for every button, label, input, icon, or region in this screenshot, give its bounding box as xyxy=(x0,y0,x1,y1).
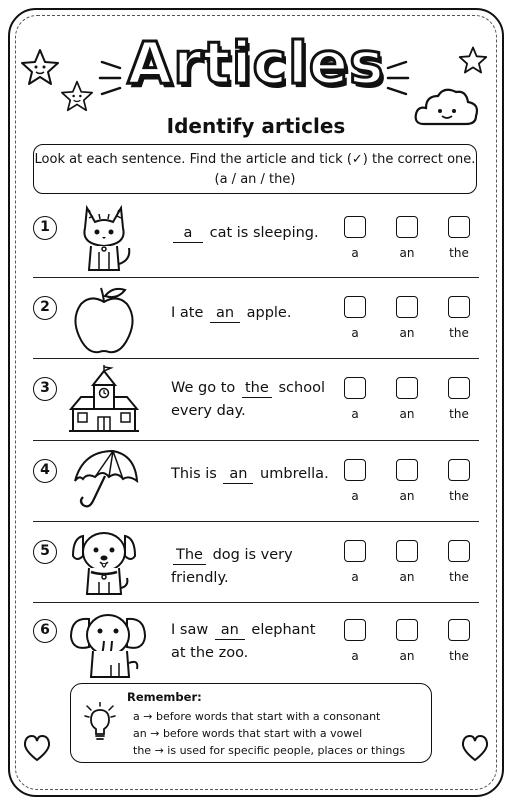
answer-blank: the xyxy=(242,380,272,398)
choice-label: an xyxy=(399,407,415,421)
checkbox[interactable] xyxy=(396,619,418,641)
question-number: 5 xyxy=(33,540,57,564)
rule-text: before words that start with a vowel xyxy=(162,727,363,740)
row-divider xyxy=(33,277,479,278)
question-row-4 xyxy=(33,443,479,523)
question-sentence xyxy=(171,377,341,423)
choice-label: the xyxy=(449,407,469,421)
page-subtitle: Identify articles xyxy=(166,114,346,138)
dog-icon xyxy=(69,526,139,600)
remember-box xyxy=(70,683,432,763)
sentence-before: We go to xyxy=(171,380,236,396)
choice-label: the xyxy=(449,489,469,503)
checkbox[interactable] xyxy=(344,377,366,399)
checkbox[interactable] xyxy=(448,619,470,641)
checkbox[interactable] xyxy=(448,377,470,399)
lightbulb-icon xyxy=(83,702,117,742)
umbrella-icon xyxy=(69,445,139,519)
choice-label: a xyxy=(351,407,359,421)
sentence-after: umbrella. xyxy=(260,466,329,482)
cat-icon xyxy=(69,200,139,274)
choice-the[interactable] xyxy=(439,377,479,421)
question-number: 3 xyxy=(33,377,57,401)
checkbox[interactable] xyxy=(344,540,366,562)
answer-blank: The xyxy=(173,547,206,565)
question-number: 2 xyxy=(33,296,57,320)
choice-label: an xyxy=(399,649,415,663)
question-number: 1 xyxy=(33,216,57,240)
choice-label: a xyxy=(351,489,359,503)
sentence-after: cat is sleeping. xyxy=(209,225,319,241)
question-number: 6 xyxy=(33,619,57,643)
choice-a[interactable] xyxy=(335,377,375,421)
choice-the[interactable] xyxy=(439,459,479,503)
sentence-before: I saw xyxy=(171,622,209,638)
checkbox[interactable] xyxy=(344,216,366,238)
sentence-after: elephant xyxy=(251,622,316,638)
checkbox[interactable] xyxy=(344,296,366,318)
choice-a[interactable] xyxy=(335,216,375,260)
choice-label: an xyxy=(399,326,415,340)
choice-label: an xyxy=(399,570,415,584)
rule-text: before words that start with a consonant xyxy=(155,710,381,723)
sentence-after: apple. xyxy=(246,305,292,321)
row-divider xyxy=(33,521,479,522)
question-row-3 xyxy=(33,361,479,441)
choice-label: a xyxy=(351,570,359,584)
instructions-line2: (a / an / the) xyxy=(214,172,296,187)
sentence-after: school xyxy=(278,380,325,396)
question-row-2 xyxy=(33,280,479,360)
answer-blank: an xyxy=(223,466,253,484)
answer-blank: an xyxy=(215,622,245,640)
choice-label: the xyxy=(449,246,469,260)
checkbox[interactable] xyxy=(396,540,418,562)
choice-a[interactable] xyxy=(335,459,375,503)
choice-label: the xyxy=(449,326,469,340)
question-row-5 xyxy=(33,524,479,604)
choice-an[interactable] xyxy=(387,540,427,584)
checkbox[interactable] xyxy=(396,296,418,318)
rule-article: the xyxy=(133,744,152,757)
rule-a xyxy=(133,710,380,723)
choice-the[interactable] xyxy=(439,540,479,584)
choice-label: an xyxy=(399,246,415,260)
choice-label: the xyxy=(449,570,469,584)
sentence-line2: every day. xyxy=(171,403,246,419)
row-divider xyxy=(33,358,479,359)
arrow-icon: → xyxy=(154,744,164,757)
rule-article: a xyxy=(133,710,140,723)
choice-the[interactable] xyxy=(439,216,479,260)
choice-label: a xyxy=(351,246,359,260)
checkbox[interactable] xyxy=(344,459,366,481)
checkbox[interactable] xyxy=(448,216,470,238)
question-number: 4 xyxy=(33,459,57,483)
choice-an[interactable] xyxy=(387,377,427,421)
question-sentence xyxy=(171,302,341,325)
choice-an[interactable] xyxy=(387,459,427,503)
school-icon xyxy=(69,363,139,437)
row-divider xyxy=(33,602,479,603)
sentence-before: I ate xyxy=(171,305,204,321)
rule-the xyxy=(133,744,405,757)
sentence-after: dog is very friendly. xyxy=(171,547,293,586)
heart-icon xyxy=(22,734,52,762)
question-row-1 xyxy=(33,198,479,278)
heart-icon xyxy=(460,734,490,762)
apple-icon xyxy=(69,284,139,358)
question-sentence xyxy=(171,619,341,665)
answer-blank: an xyxy=(210,305,240,323)
checkbox[interactable] xyxy=(396,459,418,481)
checkbox[interactable] xyxy=(448,459,470,481)
choice-the[interactable] xyxy=(439,296,479,340)
choice-label: the xyxy=(449,649,469,663)
checkbox[interactable] xyxy=(396,377,418,399)
choice-the[interactable] xyxy=(439,619,479,663)
sentence-line2: at the zoo. xyxy=(171,645,249,661)
rule-text: is used for specific people, places or things xyxy=(167,744,406,757)
arrow-icon: → xyxy=(150,727,160,740)
row-divider xyxy=(33,440,479,441)
choice-an[interactable] xyxy=(387,619,427,663)
choice-a[interactable] xyxy=(335,296,375,340)
sentence-before: This is xyxy=(171,466,217,482)
remember-title: Remember: xyxy=(127,690,202,704)
choice-an[interactable] xyxy=(387,296,427,340)
question-sentence xyxy=(171,463,341,486)
instructions-box xyxy=(33,144,477,194)
checkbox[interactable] xyxy=(344,619,366,641)
choice-label: an xyxy=(399,489,415,503)
choice-label: a xyxy=(351,649,359,663)
choice-a[interactable] xyxy=(335,540,375,584)
checkbox[interactable] xyxy=(448,540,470,562)
page-title: Articles xyxy=(127,29,385,97)
checkbox[interactable] xyxy=(396,216,418,238)
elephant-icon xyxy=(67,607,149,681)
answer-blank: a xyxy=(173,225,203,243)
instructions-line1: Look at each sentence. Find the article and tick (✓) the correct one. xyxy=(34,152,476,167)
choice-label: a xyxy=(351,326,359,340)
arrow-icon: → xyxy=(143,710,153,723)
question-row-6 xyxy=(33,605,479,685)
choice-a[interactable] xyxy=(335,619,375,663)
choice-an[interactable] xyxy=(387,216,427,260)
rule-article: an xyxy=(133,727,147,740)
question-sentence xyxy=(171,222,341,245)
checkbox[interactable] xyxy=(448,296,470,318)
question-sentence xyxy=(171,544,346,590)
rule-an xyxy=(133,727,362,740)
